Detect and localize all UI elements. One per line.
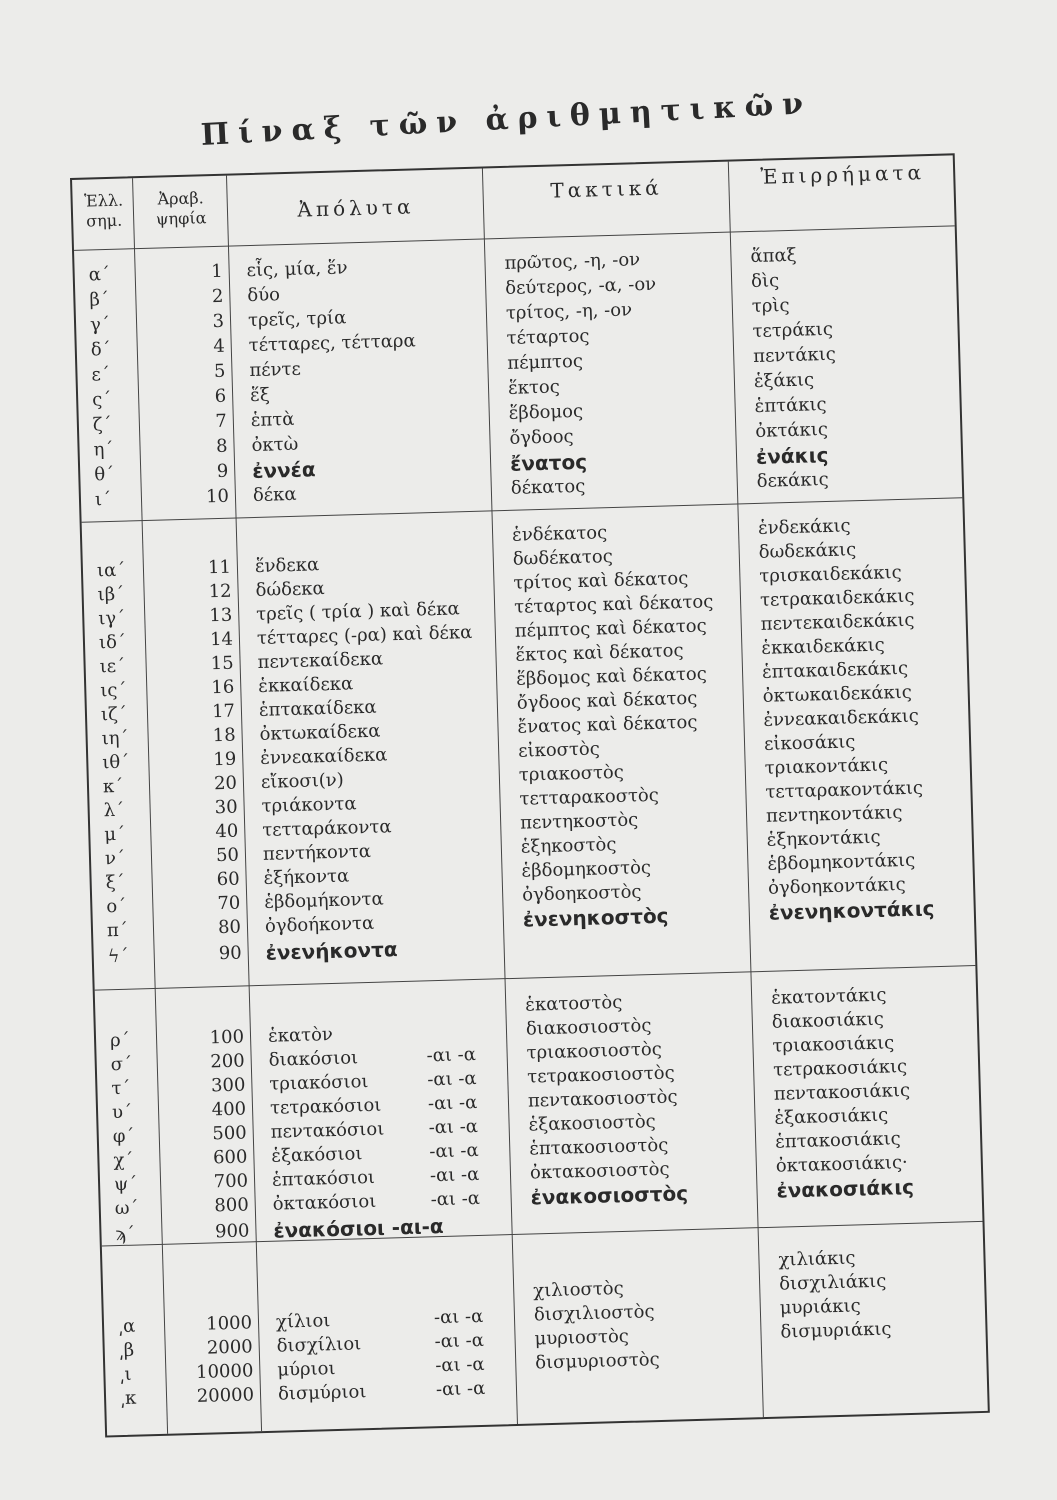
num-cell: 1000 <box>205 1312 253 1335</box>
num-cell: 90 <box>218 942 242 965</box>
sign-cell: β´ <box>89 288 110 311</box>
num-cell: 10 <box>205 485 230 508</box>
sign-cell: γ´ <box>89 313 111 336</box>
cardinal-cell: ὀκτακόσιοι <box>272 1190 377 1215</box>
adverb-cell: ἑκκαιδεκάκις <box>761 634 885 659</box>
adverb-cell: τριακοντάκις <box>764 754 889 779</box>
ordinal-cell: ἕκτος <box>507 376 561 399</box>
sign-cell: ϟ´ <box>107 945 129 968</box>
cardinal-cell: δώδεκα <box>255 578 325 601</box>
section-thousands <box>102 1243 983 1410</box>
num-cell: 3 <box>212 310 225 333</box>
ordinal-cell: τριακοσιοστὸς <box>526 1038 663 1064</box>
adverb-cell: ἐνακοσιάκις <box>776 1174 915 1203</box>
cardinal-cell: ἑξακόσιοι <box>271 1143 363 1167</box>
num-cell: 2000 <box>206 1336 254 1359</box>
sign-cell: ιε´ <box>99 655 126 678</box>
sign-cell: ν´ <box>104 847 126 870</box>
num-cell: 300 <box>210 1074 246 1097</box>
num-cell: 17 <box>211 700 236 723</box>
sign-cell: ω´ <box>114 1197 139 1220</box>
sign-cell: φ´ <box>112 1125 135 1148</box>
sign-cell: ιβ´ <box>97 583 125 606</box>
suffix-cell: -αι -α <box>430 1187 481 1211</box>
ordinal-cell: πεντακοσιοστὸς <box>527 1086 678 1112</box>
num-cell: 4 <box>213 335 226 358</box>
ordinal-cell: ἕβδομος καὶ δέκατος <box>515 663 708 690</box>
sign-cell: θ´ <box>94 463 115 486</box>
cardinal-cell: ἑπτακόσιοι <box>271 1166 376 1191</box>
adverb-cell: τετρακοσιάκις <box>772 1055 908 1081</box>
cardinal-cell: τέτταρες (-ρα) καὶ δέκα <box>256 621 473 649</box>
cardinal-cell: ὀγδοήκοντα <box>264 912 375 937</box>
sign-cell: δ´ <box>90 338 111 361</box>
num-cell: 11 <box>207 556 232 579</box>
cardinal-cell: τρεῖς, τρία <box>247 307 347 332</box>
cardinal-cell: ἑκκαίδεκα <box>257 673 354 697</box>
num-cell: 6 <box>214 385 227 408</box>
cardinal-cell: ἐνενήκοντα <box>265 937 398 965</box>
ordinal-cell: τετρακοσιοστὸς <box>526 1062 675 1088</box>
ordinal-cell: δεύτερος, -α, -ον <box>504 273 657 299</box>
ordinal-cell: ὄγδοος καὶ δέκατος <box>516 687 698 714</box>
ordinal-cell: ἐνενηκοστὸς <box>522 903 669 932</box>
cardinal-cell: δισμύριοι <box>277 1381 367 1405</box>
num-cell: 500 <box>212 1122 248 1145</box>
adverb-cell: ἐνενηκοντάκις <box>768 896 935 925</box>
num-cell: 30 <box>214 796 238 819</box>
ordinal-cell: δισμυριοστὸς <box>534 1348 660 1374</box>
num-cell: 800 <box>214 1194 250 1217</box>
cardinal-cell: τετταράκοντα <box>261 816 392 841</box>
adverb-cell: διακοσιάκις <box>771 1008 885 1033</box>
cardinal-cell: τριάκοντα <box>261 793 357 817</box>
sign-cell: ις´ <box>100 679 127 702</box>
ordinal-cell: τρίτος καὶ δέκατος <box>513 567 689 594</box>
cardinal-cell: τρεῖς ( τρία ) καὶ δέκα <box>255 598 460 625</box>
cardinal-cell: ὀκτωκαίδεκα <box>259 720 381 745</box>
cardinal-cell: δέκα <box>252 483 297 507</box>
num-cell: 200 <box>210 1050 246 1073</box>
num-cell: 5 <box>213 360 226 383</box>
section-tens <box>82 511 963 968</box>
section-hundreds <box>95 981 976 1246</box>
adverb-cell: πεντεκαιδεκάκις <box>760 609 915 635</box>
adverb-cell: χιλιάκις <box>778 1247 856 1271</box>
adverb-cell: τρισκαιδεκάκις <box>759 561 902 587</box>
sign-cell: ͵ι <box>119 1363 132 1386</box>
sign-cell: π´ <box>106 919 129 942</box>
ordinal-cell: τέταρτος καὶ δέκατος <box>513 591 714 618</box>
numerals-table <box>70 153 990 1437</box>
num-cell: 7 <box>215 410 228 433</box>
adverb-cell: τρὶς <box>751 294 790 318</box>
sign-cell: η´ <box>93 438 114 461</box>
cardinal-cell: ἐνακόσιοι -αι-α <box>273 1213 444 1243</box>
cardinal-cell: ὀκτὼ <box>251 433 299 457</box>
suffix-cell: -αι -α <box>428 1115 479 1139</box>
suffix-cell: -αι -α <box>435 1377 486 1401</box>
adverb-cell: ὀκτάκις <box>755 418 829 442</box>
suffix-cell: -αι -α <box>427 1068 477 1091</box>
adverb-cell: δισμυριάκις <box>780 1318 892 1343</box>
header-arabic-digits <box>134 188 227 231</box>
sign-cell: ͵κ <box>119 1387 137 1410</box>
ordinal-cell: εἰκοστὸς <box>517 738 601 762</box>
cardinal-cell: τέτταρες, τέτταρα <box>248 330 416 357</box>
cardinal-cell: εἴκοσι(ν) <box>260 769 345 793</box>
header-arabic-digits-line1: Ἀραβ. <box>157 188 204 209</box>
num-cell: 19 <box>213 748 237 771</box>
section-units <box>74 239 955 511</box>
adverb-cell: ἑπτακοσιάκις <box>774 1128 902 1153</box>
num-cell: 15 <box>210 652 234 675</box>
cardinal-cell: δισχίλιοι <box>276 1333 362 1357</box>
adverb-cell: δωδεκάκις <box>758 539 857 563</box>
sign-cell: α´ <box>88 263 111 286</box>
adverb-cell: ἅπαξ <box>750 244 797 268</box>
num-cell: 9 <box>216 460 229 483</box>
cardinal-cell: ἑπτακαίδεκα <box>258 696 377 721</box>
adverb-cell: τετταρακοντάκις <box>765 777 924 803</box>
adverb-cell: ὀγδοηκοντάκις <box>767 873 906 899</box>
cardinal-cell: τετρακόσιοι <box>269 1094 382 1119</box>
cardinal-cell: ἐννέα <box>251 457 316 484</box>
ordinal-cell: δέκατος <box>510 475 586 499</box>
sign-cell: χ´ <box>113 1149 134 1172</box>
sign-cell: ια´ <box>96 559 126 582</box>
sign-cell: ιθ´ <box>102 751 130 774</box>
adverb-cell: δὶς <box>750 270 780 293</box>
cardinal-cell: πεντήκοντα <box>262 840 372 865</box>
ordinal-cell: πέμπτος <box>507 350 584 374</box>
adverb-cell: ἐνάκις <box>755 442 829 469</box>
num-cell: 12 <box>208 580 232 603</box>
adverb-cell: ἑβδομηκοντάκις <box>767 849 916 875</box>
num-cell <box>185 1001 243 1003</box>
num-cell: 40 <box>215 820 239 843</box>
header-greek-sign-line1: Ἑλλ. <box>83 190 124 211</box>
cardinal-cell: εἷς, μία, ἕν <box>246 257 348 282</box>
adverb-cell: πεντάκις <box>752 343 837 367</box>
ordinal-cell: ἔνατος <box>509 449 588 476</box>
header-arabic-digits-line2: ψηφία <box>155 208 207 229</box>
sign-cell: ρ´ <box>109 1029 130 1052</box>
num-cell: 70 <box>217 892 241 915</box>
adverb-cell: ἐννεακαιδεκάκις <box>763 705 920 731</box>
cardinal-cell: ἕξ <box>249 384 271 407</box>
adverb-cell: πεντακοσιάκις <box>773 1079 911 1105</box>
ordinal-cell: ἔνατος καὶ δέκατος <box>517 711 698 738</box>
ordinal-cell: ἕβδομος <box>508 400 584 424</box>
num-cell <box>192 1263 250 1265</box>
sign-cell: ο´ <box>106 895 127 918</box>
sign-cell: ιδ´ <box>98 631 127 654</box>
num-cell: 1 <box>210 260 223 283</box>
suffix-cell: -αι -α <box>435 1353 485 1377</box>
num-cell: 2 <box>211 285 224 308</box>
num-cell: 8 <box>215 435 228 458</box>
sign-cell: ζ´ <box>92 413 112 436</box>
cardinal-cell: ἕνδεκα <box>254 554 320 577</box>
sign-cell: ψ´ <box>113 1173 138 1196</box>
num-cell: 16 <box>211 676 235 699</box>
adverb-cell: μυριάκις <box>779 1295 861 1319</box>
ordinal-cell: χιλιοστὸς <box>532 1277 624 1302</box>
num-cell: 80 <box>217 916 242 939</box>
cardinal-cell: πεντακόσιοι <box>270 1118 385 1143</box>
num-cell: 20000 <box>196 1384 255 1407</box>
header-adverb: Ἐπιρρήματα <box>760 160 926 189</box>
header-cardinal: Ἀπόλυτα <box>297 194 415 222</box>
num-cell: 60 <box>216 868 240 891</box>
adverb-cell: ὀκτακοσιάκις· <box>775 1151 909 1177</box>
ordinal-cell: δωδέκατος <box>512 545 614 570</box>
cardinal-cell: δύο <box>247 284 281 307</box>
adverb-cell: εἰκοσάκις <box>763 731 856 755</box>
ordinal-cell: ἑπτακοσιοστὸς <box>528 1134 669 1160</box>
sign-cell <box>117 1290 167 1291</box>
cardinal-cell: ἐννεακαίδεκα <box>259 744 388 769</box>
ordinal-cell: ἕκτος καὶ δέκατος <box>515 640 684 666</box>
cardinal-cell: τριακόσιοι <box>269 1071 369 1095</box>
header-greek-sign-line2: σημ. <box>85 210 123 231</box>
cardinal-cell: μύριοι <box>277 1358 336 1381</box>
ordinal-cell: πέμπτος καὶ δέκατος <box>514 615 707 642</box>
sign-cell: ιγ´ <box>98 607 126 630</box>
sign-cell: σ´ <box>110 1053 133 1076</box>
ordinal-cell: ὄγδοος <box>509 426 574 449</box>
sign-cell <box>109 1004 159 1005</box>
num-cell: 14 <box>209 628 234 651</box>
num-cell: 400 <box>211 1098 247 1121</box>
header-greek-sign <box>74 190 133 232</box>
cardinal-cell: ἑξήκοντα <box>263 865 350 889</box>
adverb-cell: ἑξηκοντάκις <box>766 826 881 851</box>
cardinal-cell: πέντε <box>249 358 302 382</box>
ordinal-cell: τέταρτος <box>506 325 590 349</box>
ordinal-cell: ἑξακοσιοστὸς <box>528 1111 657 1136</box>
adverb-cell: δεκάκις <box>756 468 829 492</box>
suffix-cell: -αι -α <box>427 1091 478 1115</box>
ordinal-cell: πρῶτος, -η, -ον <box>504 249 641 274</box>
sign-cell: ξ´ <box>105 871 125 894</box>
adverb-cell: ἑξάκις <box>753 369 815 392</box>
ordinal-cell: μυριοστὸς <box>534 1325 630 1350</box>
ordinal-cell: τετταρακοστὸς <box>519 784 660 810</box>
cardinal-cell: ἑπτὰ <box>250 408 295 432</box>
suffix-cell: -αι -α <box>426 1044 477 1067</box>
sign-cell: τ´ <box>111 1077 131 1100</box>
suffix-cell: -αι -α <box>429 1139 479 1163</box>
suffix-cell: -αι -α <box>433 1305 484 1329</box>
num-cell: 10000 <box>195 1360 254 1383</box>
num-cell: 100 <box>209 1026 245 1049</box>
ordinal-cell: δισχιλιοστὸς <box>533 1301 655 1326</box>
sign-cell: λ´ <box>103 799 125 822</box>
sign-cell: ιζ´ <box>100 703 128 726</box>
cardinal-cell: διακόσιοι <box>268 1047 359 1071</box>
adverb-cell: πεντηκοντάκις <box>765 802 903 827</box>
header-ordinal: Τακτικά <box>550 175 663 203</box>
num-cell: 700 <box>213 1170 249 1193</box>
page-title: Πίναξ τῶν ἀριθμητικῶν <box>200 85 813 153</box>
ordinal-cell: ὀγδοηκοστὸς <box>521 881 642 906</box>
num-cell: 900 <box>214 1220 250 1243</box>
adverb-cell: ἑπτακαιδεκάκις <box>761 657 909 683</box>
adverb-cell: ἑκατοντάκις <box>770 984 887 1009</box>
ordinal-cell: διακοσιοστὸς <box>525 1015 652 1040</box>
adverb-cell: ἑξακοσιάκις <box>774 1104 889 1129</box>
sign-cell <box>96 534 146 535</box>
cardinal-cell: πεντεκαίδεκα <box>257 648 384 673</box>
adverb-cell: τετράκις <box>752 318 834 342</box>
num-cell: 600 <box>212 1146 248 1169</box>
cardinal-cell: ἑβδομήκοντα <box>264 888 384 913</box>
sign-cell: ͵α <box>117 1315 136 1338</box>
sign-cell <box>116 1266 166 1267</box>
num-cell <box>172 532 230 534</box>
adverb-cell: ἑνδεκάκις <box>757 515 851 539</box>
num-cell: 13 <box>209 604 233 627</box>
suffix-cell: -αι -α <box>434 1329 485 1353</box>
ordinal-cell: ἑβδομηκοστὸς <box>521 857 652 882</box>
ordinal-cell: τριακοστὸς <box>518 761 625 786</box>
cardinal-cell: ἑκατὸν <box>267 1023 334 1047</box>
suffix-cell: -αι -α <box>429 1163 480 1187</box>
num-cell: 18 <box>212 724 236 747</box>
ordinal-cell: ἑκατοστὸς <box>524 991 623 1016</box>
num-cell: 50 <box>215 844 240 867</box>
sign-cell: ς´ <box>91 388 112 411</box>
adverb-cell: ἑπτάκις <box>754 393 827 417</box>
ordinal-cell: ὀκτακοσιοστὸς <box>529 1158 670 1184</box>
sign-cell: μ´ <box>104 823 126 846</box>
adverb-cell: δισχιλιάκις <box>778 1270 887 1295</box>
adverb-cell: τριακοσιάκις <box>772 1032 895 1057</box>
sign-cell: ϡ´ <box>115 1223 136 1246</box>
num-cell: 20 <box>213 772 238 795</box>
adverb-cell: ὀκτωκαιδεκάκις <box>762 681 913 707</box>
ordinal-cell: τρίτος, -η, -ον <box>505 299 633 324</box>
ordinal-cell: ἑξηκοστὸς <box>520 834 617 858</box>
sign-cell: ιη´ <box>101 727 129 750</box>
ordinal-cell: πεντηκοστὸς <box>519 809 639 834</box>
ordinal-cell: ἐνακοσιοστὸς <box>530 1181 689 1210</box>
adverb-cell: τετρακαιδεκάκις <box>759 585 915 611</box>
sign-cell: ͵β <box>118 1339 135 1362</box>
cardinal-cell: χίλιοι <box>275 1310 331 1333</box>
sign-cell: υ´ <box>111 1101 133 1124</box>
ordinal-cell: ἑνδέκατος <box>511 522 608 546</box>
sign-cell: ε´ <box>91 363 111 386</box>
sign-cell: ι´ <box>94 488 112 511</box>
sign-cell: κ´ <box>102 775 124 798</box>
